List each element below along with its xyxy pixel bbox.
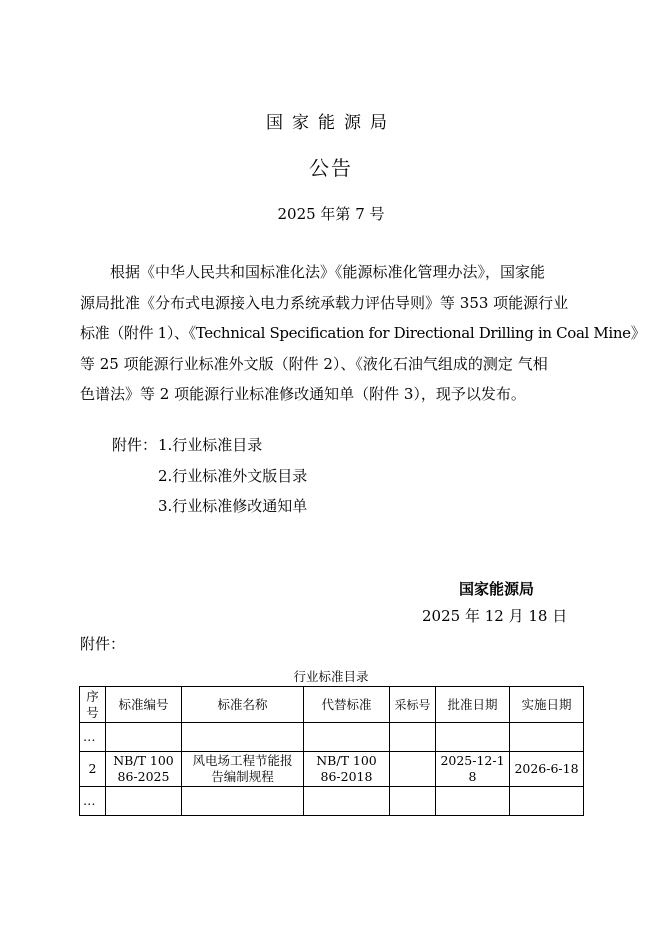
cell-seq: 2	[80, 752, 106, 787]
cell-code: NB/T 10086-2025	[106, 752, 182, 787]
cell-approved	[436, 787, 510, 816]
cell-code	[106, 787, 182, 816]
cell-adopted	[390, 787, 436, 816]
body-line: 等 25 项能源行业标准外文版（附件 2）、《液化石油气组成的测定 气相	[80, 354, 548, 373]
attachment-label: 附件：	[112, 436, 158, 454]
table-row	[80, 723, 584, 752]
body-line: 色谱法》等 2 项能源行业标准修改通知单（附件 3），现予以发布。	[80, 385, 526, 403]
cell-name	[182, 787, 304, 816]
attachment-list	[158, 430, 307, 522]
column-header-approved: 批准日期	[436, 687, 510, 723]
signature-organization: 国家能源局	[459, 580, 535, 598]
cell-effective	[510, 787, 584, 816]
body-line: 源局批准《分布式电源接入电力系统承载力评估导则》等 353 项能源行业	[80, 293, 569, 312]
cell-effective	[510, 723, 584, 752]
column-header-name: 标准名称	[182, 687, 304, 723]
cell-approved	[436, 723, 510, 752]
announcement-body	[80, 257, 646, 410]
cell-effective: 2026-6-18	[510, 752, 584, 787]
cell-name: 风电场工程节能报告编制规程	[182, 752, 304, 787]
cell-name	[182, 723, 304, 752]
notice-number: 2025 年第 7 号	[277, 205, 385, 223]
attachment-item-1: 1.行业标准目录	[158, 436, 263, 454]
cell-seq: …	[80, 723, 106, 752]
appendix-label: 附件：	[80, 635, 126, 653]
column-header-code: 标准编号	[106, 687, 182, 723]
column-header-adopted: 采标号	[390, 687, 436, 723]
table-row	[80, 787, 584, 816]
cell-adopted	[390, 752, 436, 787]
table-title: 行业标准目录	[293, 669, 369, 684]
cell-replaces	[304, 723, 390, 752]
cell-replaces	[304, 787, 390, 816]
attachment-item-3: 3.行业标准修改通知单	[158, 497, 308, 515]
column-header-effective: 实施日期	[510, 687, 584, 723]
cell-seq: …	[80, 787, 106, 816]
body-line: 根据《中华人民共和国标准化法》《能源标准化管理办法》，国家能	[110, 263, 546, 281]
body-line: 标准（附件 1）、《Technical Specification for Directional Drilling in Coal Mine》	[80, 324, 646, 342]
table-row	[80, 752, 584, 787]
cell-replaces: NB/T 10086-2018	[304, 752, 390, 787]
attachment-item-2: 2.行业标准外文版目录	[158, 466, 308, 485]
cell-code	[106, 723, 182, 752]
signature-date: 2025 年 12 月 18 日	[422, 607, 568, 625]
notice-title: 公告	[309, 156, 353, 180]
table-header-row	[80, 687, 584, 723]
column-header-replaces: 代替标准	[304, 687, 390, 723]
agency-name: 国家能源局	[266, 113, 396, 133]
cell-adopted	[390, 723, 436, 752]
column-header-seq: 序号	[80, 687, 106, 723]
standards-table	[79, 686, 584, 816]
cell-approved: 2025-12-18	[436, 752, 510, 787]
